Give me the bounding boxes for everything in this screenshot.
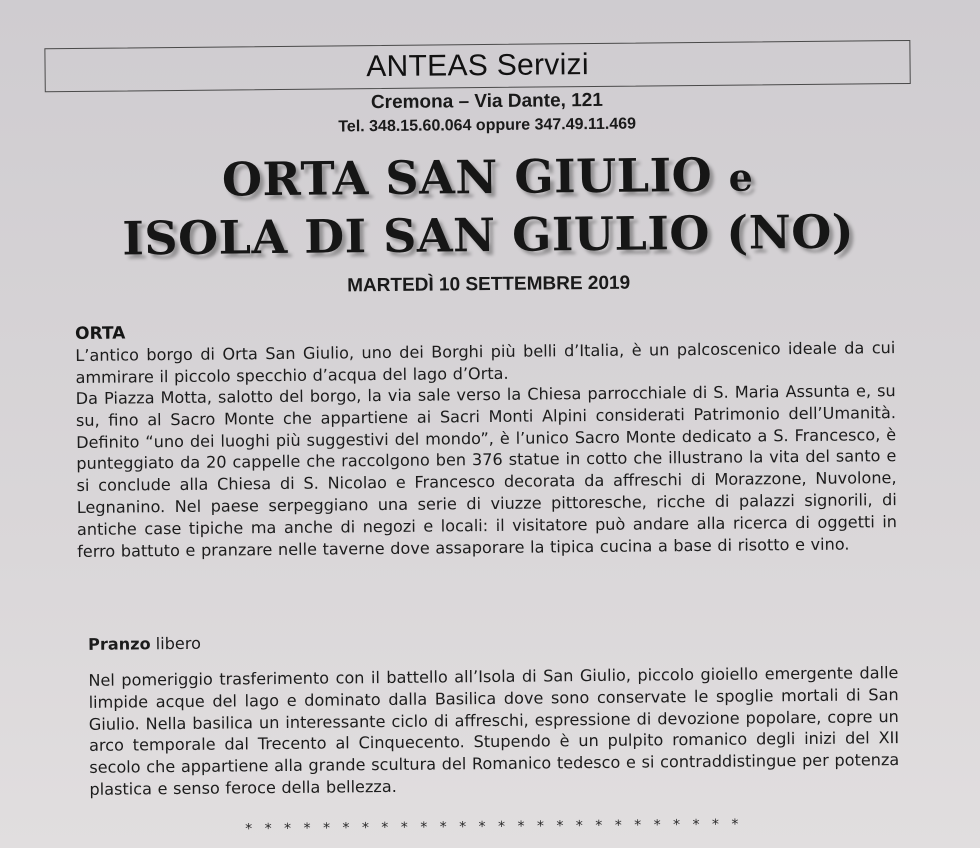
title-conjunction: e <box>728 154 754 200</box>
section-heading-orta: ORTA <box>75 323 126 344</box>
lunch-detail: libero <box>155 633 201 654</box>
afternoon-paragraph: Nel pomeriggio trasferimento con il battello all’Isola di San Giulio, piccolo gioiello emergente dalle limpide acque del lago e dominato dalla Basilica dove sono conservate le spoglie mortali di San Giulio. Nella basilica un interessante ciclo di affreschi, espressione di devozione popolare, copre un arco temporale dal Trecento al Cinquecento. Stupendo è un pulpito romanico degli inizi del XII secolo che appartiene alla grande scultura del Romanico tedesco e si contraddistingue per potenza plastica e senso feroce della bellezza. <box>88 663 900 799</box>
asterisk-separator: * * * * * * * * * * * * * * * * * * * * * * * * * * <box>245 816 743 838</box>
lunch-label: Pranzo <box>88 634 151 654</box>
orta-intro-paragraph: L’antico borgo di Orta San Giulio, uno dei Borghi più belli d’Italia, è un palcoscenico ideale da cui ammirare il piccolo specchio d’acqua del lago d’Orta. <box>75 338 896 387</box>
orta-description-paragraph: Da Piazza Motta, salotto del borgo, la via sale verso la Chiesa parrocchiale di S. Maria Assunta e, su su, fino al Sacro Monte che appartiene ai Sacri Monti Alpini considerati Patrimonio dell’Umanità. Definito “uno dei luoghi più suggestivi del mondo”, è l’unico Sacro Monte dedicato a S. Francesco, è punteggiato da 20 cappelle che raccolgono ben 376 statue in cotto che illustrano la vita del santo e si conclude alla Chiesa di S. Nicolao e Francesco decorata da affreschi di Morazzone, Nuvolone, Legnanino. Nel paese serpeggiano una serie di viuzze pittoresche, ricche di palazzi signorili, di antiche case tipiche ma anche di negozi e locali: il visitatore può andare alla ricerca di oggetti in ferro battuto e pranzare nelle taverne dove assaporare la tipica cucina a base di risotto e vino. <box>75 381 898 561</box>
company-phone: Tel. 348.15.60.064 oppure 347.49.11.469 <box>338 115 637 136</box>
lunch-note <box>88 634 201 654</box>
main-title-line-2: ISOLA DI SAN GIULIO (NO) <box>122 204 855 266</box>
company-address: Cremona – Via Dante, 121 <box>370 89 603 114</box>
title-orta-san-giulio: ORTA SAN GIULIO <box>221 147 713 207</box>
company-name: ANTEAS Servizi <box>366 48 590 84</box>
main-title-line-1 <box>0 145 978 208</box>
trip-date: MARTEDÌ 10 SETTEMBRE 2019 <box>347 272 631 297</box>
company-header-box <box>44 40 910 92</box>
